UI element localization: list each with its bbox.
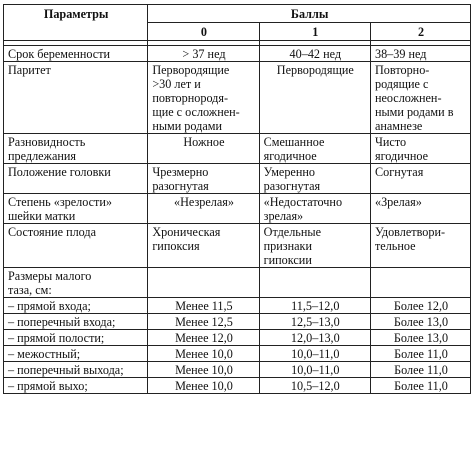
score-1-cell: 40–42 нед — [259, 46, 370, 62]
score-1-cell: Умеренно разогнутая — [259, 164, 370, 194]
pelvis-score-2-cell: Более 13,0 — [370, 314, 470, 330]
params-header: Параметры — [4, 5, 148, 41]
param-cell: Паритет — [4, 62, 148, 134]
table-row — [4, 46, 471, 62]
score-0-cell: «Незрелая» — [148, 194, 259, 224]
table-row — [4, 194, 471, 224]
score-0-cell: Хроническая гипоксия — [148, 224, 259, 268]
pelvis-score-0-cell: Менее 11,5 — [148, 298, 259, 314]
score-0-cell: Чрезмерно разогнутая — [148, 164, 259, 194]
param-cell: Разновидность предлежания — [4, 134, 148, 164]
pelvis-score-0-cell: Менее 10,0 — [148, 346, 259, 362]
score-2-cell: Удовлетвори- тельное — [370, 224, 470, 268]
pelvis-param-cell: – прямой полости; — [4, 330, 148, 346]
pelvis-param-cell: – поперечный выхода; — [4, 362, 148, 378]
scoring-table — [3, 4, 471, 394]
header-row — [4, 5, 471, 23]
pelvis-score-1-cell: 12,0–13,0 — [259, 330, 370, 346]
score-2-cell: Согнутая — [370, 164, 470, 194]
pelvis-param-cell: – прямой входа; — [4, 298, 148, 314]
table-row — [4, 224, 471, 268]
pelvis-score-2-cell: Более 11,0 — [370, 346, 470, 362]
score-2-cell: «Зрелая» — [370, 194, 470, 224]
pelvis-score-0-cell: Менее 10,0 — [148, 362, 259, 378]
pelvis-score-2-cell: Более 13,0 — [370, 330, 470, 346]
table-row — [4, 134, 471, 164]
pelvis-score-1-cell: 10,0–11,0 — [259, 346, 370, 362]
score-1-cell: Смешанное ягодичное — [259, 134, 370, 164]
pelvis-label: Размеры малого таза, см: — [4, 268, 148, 298]
pelvis-score-0-cell: Менее 12,0 — [148, 330, 259, 346]
table-row — [4, 164, 471, 194]
score-2-header: 2 — [370, 23, 470, 41]
score-0-cell: Первородящие >30 лет и повторнородя- щие с осложнен- ными родами — [148, 62, 259, 134]
pelvis-param-cell: – межостный; — [4, 346, 148, 362]
score-0-header: 0 — [148, 23, 259, 41]
score-1-cell: Первородящие — [259, 62, 370, 134]
pelvis-score-1-cell: 11,5–12,0 — [259, 298, 370, 314]
pelvis-item-row — [4, 314, 471, 330]
score-1-header: 1 — [259, 23, 370, 41]
param-cell: Положение головки — [4, 164, 148, 194]
pelvis-param-cell: – прямой выхо; — [4, 378, 148, 394]
param-cell: Состояние плода — [4, 224, 148, 268]
pelvis-item-row — [4, 330, 471, 346]
param-cell: Степень «зрелости» шейки матки — [4, 194, 148, 224]
pelvis-param-cell: – поперечный входа; — [4, 314, 148, 330]
pelvis-item-row — [4, 346, 471, 362]
scores-header: Баллы — [148, 5, 471, 23]
score-2-cell: Повторно- родящие с неосложнен- ными родами в анамнезе — [370, 62, 470, 134]
pelvis-row — [4, 268, 471, 298]
param-cell: Срок беременности — [4, 46, 148, 62]
table-row — [4, 62, 471, 134]
pelvis-score-1-cell: 12,5–13,0 — [259, 314, 370, 330]
pelvis-score-1-cell: 10,5–12,0 — [259, 378, 370, 394]
pelvis-score-0-cell: Менее 12,5 — [148, 314, 259, 330]
score-0-cell: > 37 нед — [148, 46, 259, 62]
table-body — [4, 46, 471, 394]
score-0-cell: Ножное — [148, 134, 259, 164]
score-1-cell: Отдельные признаки гипоксии — [259, 224, 370, 268]
score-2-cell: 38–39 нед — [370, 46, 470, 62]
score-1-cell: «Недостаточно зрелая» — [259, 194, 370, 224]
pelvis-item-row — [4, 298, 471, 314]
pelvis-score-2-cell: Более 12,0 — [370, 298, 470, 314]
pelvis-item-row — [4, 362, 471, 378]
pelvis-item-row — [4, 378, 471, 394]
pelvis-score-2-cell: Более 11,0 — [370, 378, 470, 394]
pelvis-score-2-cell: Более 11,0 — [370, 362, 470, 378]
pelvis-score-1-cell: 10,0–11,0 — [259, 362, 370, 378]
pelvis-score-0-cell: Менее 10,0 — [148, 378, 259, 394]
score-2-cell: Чисто ягодичное — [370, 134, 470, 164]
